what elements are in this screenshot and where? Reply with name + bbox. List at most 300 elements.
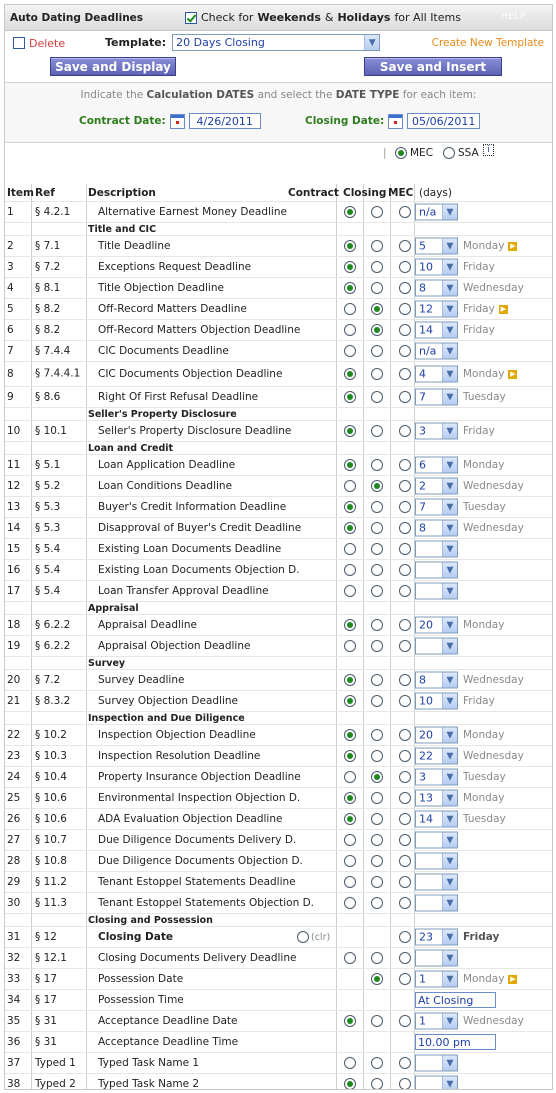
weekday-label [463, 792, 504, 804]
contract-radio[interactable] [344, 303, 356, 315]
contract-radio[interactable] [344, 1015, 356, 1027]
mec-option[interactable]: MEC [395, 147, 433, 159]
table-row [5, 257, 553, 278]
closing-radio[interactable] [371, 952, 383, 964]
mec-radio[interactable] [399, 368, 411, 380]
section-ref: § 17 [35, 994, 57, 1006]
closing-radio[interactable] [371, 324, 383, 336]
section-ref: § 8.6 [35, 391, 61, 403]
closing-radio[interactable] [371, 750, 383, 762]
mec-radio[interactable] [399, 282, 411, 294]
table-row [5, 1074, 553, 1090]
days-select[interactable] [415, 971, 458, 988]
section-header [5, 712, 553, 725]
item-number: 30 [7, 897, 21, 909]
table-row [5, 872, 553, 893]
deadline-description: Appraisal Objection Deadline [98, 640, 251, 652]
template-select[interactable]: 20 Days Closing ▼ [172, 34, 380, 51]
table-row [5, 320, 553, 341]
section-header [5, 408, 553, 421]
deadline-description: Existing Loan Documents Deadline [98, 543, 282, 555]
calendar-icon[interactable] [388, 114, 403, 129]
weekday-text: Friday [463, 695, 495, 707]
contract-radio[interactable] [344, 240, 356, 252]
closing-clear[interactable] [297, 931, 330, 943]
item-number: 13 [7, 501, 21, 513]
contract-radio[interactable] [344, 522, 356, 534]
days-value: 10 [419, 260, 433, 274]
panel-title: Auto Dating Deadlines [10, 11, 144, 24]
contract-date-label: Contract Date: [79, 115, 166, 127]
contract-radio[interactable] [344, 897, 356, 909]
contract-radio[interactable] [344, 564, 356, 576]
table-row [5, 202, 553, 223]
mec-radio[interactable] [399, 585, 411, 597]
section-title: Inspection and Due Diligence [88, 713, 245, 724]
mec-radio[interactable] [399, 834, 411, 846]
mec-radio[interactable] [399, 1015, 411, 1027]
closing-radio[interactable] [371, 729, 383, 741]
section-ref: § 5.3 [35, 522, 61, 534]
chevron-down-icon: ▼ [442, 344, 457, 359]
days-select[interactable] [415, 562, 458, 579]
contract-radio[interactable] [344, 750, 356, 762]
contract-radio[interactable] [344, 206, 356, 218]
item-number: 1 [7, 206, 14, 218]
mec-radio[interactable] [399, 564, 411, 576]
mec-radio[interactable] [399, 480, 411, 492]
contract-radio[interactable] [344, 952, 356, 964]
days-value: 14 [419, 323, 433, 337]
days-select[interactable] [415, 790, 458, 807]
weekday-label [463, 695, 495, 707]
contract-radio[interactable] [344, 619, 356, 631]
days-select[interactable] [415, 1076, 458, 1091]
chevron-down-icon: ▼ [442, 205, 457, 220]
item-number: 38 [7, 1078, 21, 1090]
deadline-description: Environmental Inspection Objection D. [98, 792, 301, 804]
deadline-description: Loan Application Deadline [98, 459, 236, 471]
table-row [5, 518, 553, 539]
calendar-icon[interactable] [170, 114, 185, 129]
closing-radio[interactable] [371, 897, 383, 909]
closing-radio[interactable] [371, 206, 383, 218]
section-title: Appraisal [88, 603, 139, 614]
clear-radio[interactable] [297, 931, 309, 943]
deadline-description: Loan Transfer Approval Deadline [98, 585, 269, 597]
table-row [5, 767, 553, 788]
contract-radio[interactable] [344, 729, 356, 741]
ssa-option[interactable]: SSA [443, 147, 479, 159]
table-row [5, 893, 553, 914]
days-value: n/a [419, 344, 437, 358]
days-value: 3 [419, 770, 426, 784]
item-number: 33 [7, 973, 21, 985]
closing-radio[interactable] [371, 813, 383, 825]
time-input[interactable]: 10.00 pm [415, 1034, 496, 1050]
date-settings [5, 83, 552, 143]
chevron-down-icon: ▼ [442, 1077, 457, 1091]
create-new-template-link[interactable]: Create New Template [431, 37, 544, 49]
closing-radio[interactable] [371, 855, 383, 867]
time-input[interactable]: At Closing [415, 992, 496, 1008]
contract-radio[interactable] [344, 324, 356, 336]
closing-radio[interactable] [371, 674, 383, 686]
mec-radio[interactable] [399, 876, 411, 888]
mec-radio[interactable] [399, 674, 411, 686]
section-ref: § 10.6 [35, 813, 67, 825]
days-select[interactable] [415, 238, 458, 255]
mec-radio[interactable] [399, 729, 411, 741]
mec-radio[interactable] [399, 240, 411, 252]
mec-radio[interactable] [399, 931, 411, 943]
mec-radio[interactable] [399, 750, 411, 762]
deadline-description: Survey Deadline [98, 674, 185, 686]
closing-radio[interactable] [371, 240, 383, 252]
mec-radio[interactable] [399, 391, 411, 403]
mec-radio[interactable] [399, 543, 411, 555]
save-and-insert-button[interactable]: Save and Insert [364, 57, 502, 76]
shift-arrow-icon[interactable]: ▶ [510, 241, 516, 250]
table-row [5, 455, 553, 476]
weekday-text: Monday [463, 240, 505, 252]
closing-radio[interactable] [371, 619, 383, 631]
chevron-down-icon: ▼ [442, 972, 457, 987]
item-number: 5 [7, 303, 14, 315]
mec-radio[interactable] [399, 695, 411, 707]
contract-radio[interactable] [344, 674, 356, 686]
contract-radio[interactable] [344, 425, 356, 437]
shift-arrow-icon[interactable]: ▶ [510, 974, 516, 983]
weekday-label [463, 729, 504, 741]
days-select[interactable] [415, 343, 458, 360]
chevron-down-icon: ▼ [442, 302, 457, 317]
item-number: 3 [7, 261, 14, 273]
closing-radio[interactable] [371, 876, 383, 888]
days-select[interactable] [415, 832, 458, 849]
section-ref: § 12.1 [35, 952, 67, 964]
contract-radio[interactable] [344, 261, 356, 273]
mec-radio[interactable] [399, 261, 411, 273]
mec-radio[interactable] [399, 1057, 411, 1069]
closing-radio[interactable] [371, 345, 383, 357]
contract-radio[interactable] [344, 855, 356, 867]
help-link[interactable]: HELP [501, 12, 526, 22]
item-number: 17 [7, 585, 21, 597]
item-number: 6 [7, 324, 14, 336]
mec-radio[interactable] [399, 345, 411, 357]
days-select[interactable] [415, 693, 458, 710]
mec-radio[interactable] [399, 459, 411, 471]
table-row [5, 746, 553, 767]
section-ref: § 8.3.2 [35, 695, 71, 707]
contract-radio[interactable] [344, 543, 356, 555]
days-value: 12 [419, 302, 433, 316]
closing-radio[interactable] [371, 522, 383, 534]
contract-radio[interactable] [344, 640, 356, 652]
contract-radio[interactable] [344, 480, 356, 492]
closing-radio[interactable] [371, 425, 383, 437]
contract-radio[interactable] [344, 391, 356, 403]
section-ref: § 7.1 [35, 240, 61, 252]
mec-radio[interactable] [395, 147, 407, 159]
section-ref: § 10.7 [35, 834, 67, 846]
weekday-text: Wednesday [463, 480, 524, 492]
mec-radio[interactable] [399, 952, 411, 964]
days-select[interactable] [415, 301, 458, 318]
mec-radio[interactable] [399, 1078, 411, 1090]
days-value: 1 [419, 972, 426, 986]
days-select[interactable] [415, 895, 458, 912]
days-select[interactable] [415, 499, 458, 516]
days-select[interactable] [415, 874, 458, 891]
item-number: 27 [7, 834, 21, 846]
deadline-description: Tenant Estoppel Statements Objection D. [98, 897, 314, 909]
weekday-text: Friday [463, 425, 495, 437]
weekday-text: Wednesday [463, 1015, 524, 1027]
mec-radio[interactable] [399, 206, 411, 218]
chevron-down-icon: ▼ [364, 35, 379, 50]
chevron-down-icon: ▼ [442, 875, 457, 890]
contract-radio[interactable] [344, 1078, 356, 1090]
closing-radio[interactable] [371, 480, 383, 492]
mec-radio[interactable] [399, 501, 411, 513]
contract-radio[interactable] [344, 876, 356, 888]
chevron-down-icon: ▼ [442, 791, 457, 806]
shift-arrow-icon[interactable]: ▶ [500, 304, 507, 313]
closing-date-field[interactable]: 05/06/2011 [407, 113, 480, 129]
item-number: 21 [7, 695, 21, 707]
days-select[interactable] [415, 423, 458, 440]
mec-radio[interactable] [399, 303, 411, 315]
contract-radio[interactable] [344, 695, 356, 707]
table-row [5, 1032, 553, 1053]
deadline-description: Existing Loan Documents Objection D. [98, 564, 300, 576]
closing-radio[interactable] [371, 282, 383, 294]
ssa-radio[interactable] [443, 147, 455, 159]
section-ref: § 12 [35, 931, 57, 943]
contract-radio[interactable] [344, 501, 356, 513]
days-select[interactable] [415, 748, 458, 765]
days-select[interactable] [415, 204, 458, 221]
chevron-down-icon: ▼ [442, 281, 457, 296]
closing-radio[interactable] [371, 771, 383, 783]
closing-radio[interactable] [371, 543, 383, 555]
closing-radio[interactable] [371, 695, 383, 707]
weekend-holiday-option[interactable]: Check for Weekends & Holidays for All Items [185, 11, 461, 24]
section-ref: § 5.3 [35, 501, 61, 513]
table-row [5, 788, 553, 809]
section-ref: § 11.2 [35, 876, 67, 888]
closing-radio[interactable] [371, 1057, 383, 1069]
days-value: 23 [419, 930, 433, 944]
days-select[interactable] [415, 520, 458, 537]
weekday-label [463, 1015, 524, 1027]
weekday-text: Monday [463, 973, 505, 985]
mec-radio[interactable] [399, 771, 411, 783]
weekday-text: Monday [463, 729, 505, 741]
days-select[interactable] [415, 457, 458, 474]
contract-date-field[interactable]: 4/26/2011 [189, 113, 261, 129]
days-select[interactable] [415, 929, 458, 946]
chevron-down-icon: ▼ [442, 500, 457, 515]
closing-radio[interactable] [371, 261, 383, 273]
deadline-description: Possession Date [98, 973, 184, 985]
weekday-text: Tuesday [463, 501, 506, 513]
days-value: 14 [419, 812, 433, 826]
deadline-description: ADA Evaluation Objection Deadline [98, 813, 283, 825]
days-select[interactable] [415, 259, 458, 276]
days-value: 5 [419, 239, 426, 253]
contract-radio[interactable] [344, 771, 356, 783]
contract-radio[interactable] [344, 834, 356, 846]
section-ref: § 10.6 [35, 792, 67, 804]
section-header [5, 602, 553, 615]
mec-radio[interactable] [399, 973, 411, 985]
deadline-description: Right Of First Refusal Deadline [98, 391, 259, 403]
item-number: 35 [7, 1015, 21, 1027]
section-ref: § 4.2.1 [35, 206, 71, 218]
weekday-text: Wednesday [463, 750, 524, 762]
days-select[interactable] [415, 541, 458, 558]
section-ref: § 5.4 [35, 585, 61, 597]
chevron-down-icon: ▼ [442, 260, 457, 275]
shift-arrow-icon[interactable]: ▶ [510, 369, 516, 378]
closing-radio[interactable] [371, 585, 383, 597]
weekend-holiday-checkbox[interactable] [185, 12, 197, 24]
table-row [5, 1053, 553, 1074]
days-select[interactable] [415, 727, 458, 744]
weekday-text: Friday [463, 261, 495, 273]
chevron-down-icon: ▼ [442, 930, 457, 945]
save-and-display-button[interactable]: Save and Display [50, 57, 176, 76]
section-title: Seller's Property Disclosure [88, 409, 237, 420]
item-number: 9 [7, 391, 14, 403]
mec-radio[interactable] [399, 425, 411, 437]
weekday-label [463, 459, 504, 471]
days-select[interactable] [415, 769, 458, 786]
closing-radio[interactable] [371, 792, 383, 804]
deadline-description: Title Objection Deadline [98, 282, 224, 294]
contract-radio[interactable] [344, 813, 356, 825]
days-select[interactable] [415, 811, 458, 828]
section-ref: § 10.1 [35, 425, 67, 437]
days-select[interactable] [415, 1013, 458, 1030]
chevron-down-icon: ▼ [442, 1056, 457, 1071]
closing-radio[interactable] [371, 501, 383, 513]
weekday-label [463, 771, 506, 783]
item-number: 7 [7, 345, 14, 357]
closing-radio[interactable] [371, 973, 383, 985]
section-title: Closing and Possession [88, 915, 213, 926]
deadline-description: Closing Documents Delivery Deadline [98, 952, 297, 964]
contract-radio[interactable] [344, 282, 356, 294]
weekday-text: Monday [463, 368, 505, 380]
closing-radio[interactable] [371, 1078, 383, 1090]
days-select[interactable] [415, 950, 458, 967]
deadline-description: Buyer's Credit Information Deadline [98, 501, 287, 513]
closing-radio[interactable] [371, 834, 383, 846]
closing-radio[interactable] [371, 1015, 383, 1027]
deadline-description: Property Insurance Objection Deadline [98, 771, 301, 783]
days-select[interactable] [415, 389, 458, 406]
weekday-label [463, 619, 504, 631]
table-row [5, 948, 553, 969]
days-select[interactable] [415, 1055, 458, 1072]
days-select[interactable] [415, 322, 458, 339]
contract-radio[interactable] [344, 1057, 356, 1069]
contract-radio[interactable] [344, 459, 356, 471]
closing-radio[interactable] [371, 640, 383, 652]
chevron-down-icon: ▼ [442, 367, 457, 382]
info-icon[interactable]: i [483, 144, 494, 156]
mec-radio[interactable] [399, 324, 411, 336]
mec-radio[interactable] [399, 813, 411, 825]
delete-checkbox[interactable] [13, 37, 25, 49]
mec-radio[interactable] [399, 897, 411, 909]
item-number: 12 [7, 480, 21, 492]
deadline-description: CIC Documents Objection Deadline [98, 368, 283, 380]
mec-radio[interactable] [399, 792, 411, 804]
days-select[interactable] [415, 853, 458, 870]
days-select[interactable] [415, 638, 458, 655]
contract-radio[interactable] [344, 792, 356, 804]
contract-radio[interactable] [344, 345, 356, 357]
table-row [5, 497, 553, 518]
closing-radio[interactable] [371, 564, 383, 576]
section-ref: § 7.4.4.1 [35, 367, 81, 380]
days-select[interactable] [415, 583, 458, 600]
weekday-text: Friday [463, 324, 495, 336]
table-row [5, 670, 553, 691]
table-row [5, 421, 553, 442]
deadline-description: CIC Documents Deadline [98, 345, 229, 357]
deadline-description: Survey Objection Deadline [98, 695, 238, 707]
closing-radio[interactable] [371, 391, 383, 403]
table-header: Item Ref Description Contract Closing MEC (days) [5, 184, 553, 202]
chevron-down-icon: ▼ [442, 639, 457, 654]
table-row [5, 927, 553, 948]
button-row [5, 55, 552, 83]
deadline-description: Disapproval of Buyer's Credit Deadline [98, 522, 302, 534]
closing-radio[interactable] [371, 459, 383, 471]
item-number: 26 [7, 813, 21, 825]
days-select[interactable] [415, 280, 458, 297]
mec-radio[interactable] [399, 855, 411, 867]
days-select[interactable] [415, 672, 458, 689]
section-ref: § 6.2.2 [35, 619, 71, 631]
section-ref: § 10.4 [35, 771, 67, 783]
item-number: 15 [7, 543, 21, 555]
mec-radio[interactable] [399, 640, 411, 652]
closing-radio[interactable] [371, 368, 383, 380]
days-select[interactable] [415, 617, 458, 634]
days-value: 13 [419, 791, 433, 805]
section-ref: § 5.4 [35, 564, 61, 576]
days-value: 22 [419, 749, 433, 763]
contract-radio[interactable] [344, 585, 356, 597]
mec-radio[interactable] [399, 522, 411, 534]
days-select[interactable] [415, 478, 458, 495]
table-row [5, 969, 553, 990]
contract-radio[interactable] [344, 368, 356, 380]
days-select[interactable] [415, 366, 458, 383]
weekday-text: Tuesday [463, 391, 506, 403]
mec-radio[interactable] [399, 619, 411, 631]
section-header [5, 223, 553, 236]
closing-radio[interactable] [371, 303, 383, 315]
chevron-down-icon: ▼ [442, 1014, 457, 1029]
